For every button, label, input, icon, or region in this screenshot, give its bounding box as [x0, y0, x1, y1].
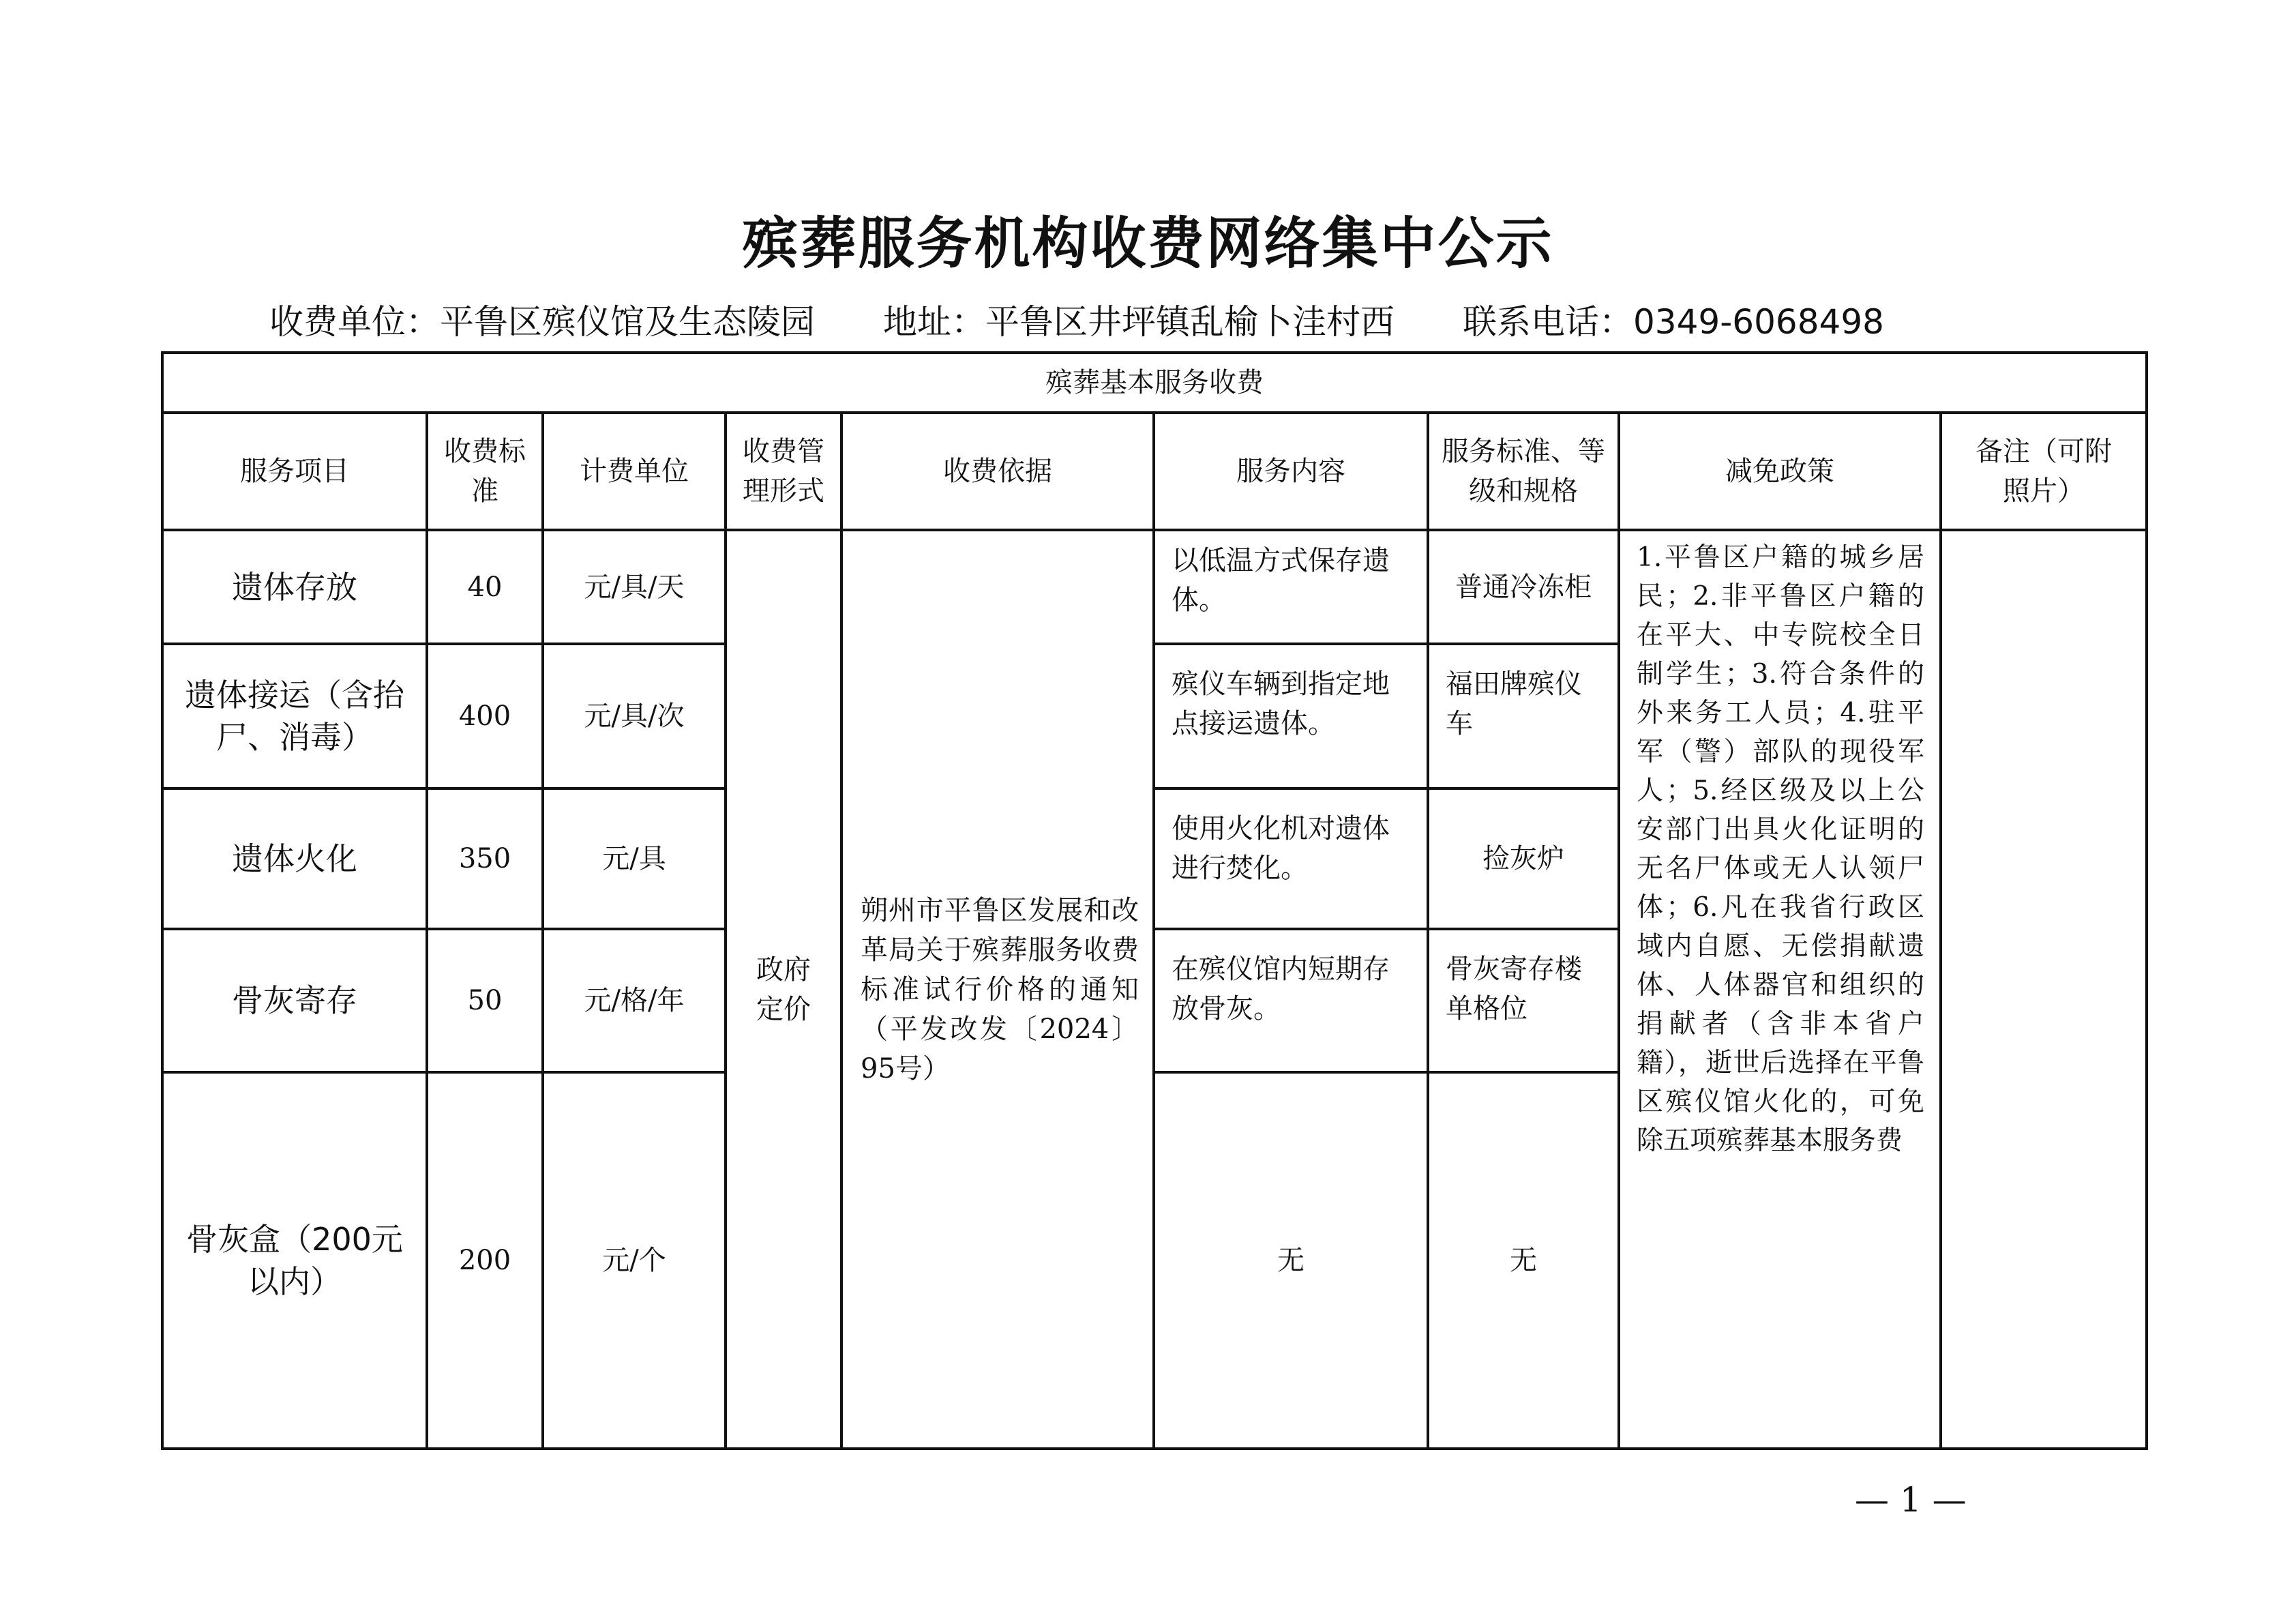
service-grade: 福田牌殡仪车	[1428, 644, 1619, 788]
service-item: 骨灰盒（200元以内）	[162, 1072, 427, 1449]
service-content: 在殡仪馆内短期存放骨灰。	[1154, 929, 1428, 1072]
header-content: 服务内容	[1154, 413, 1428, 530]
fee-standard: 50	[427, 929, 543, 1072]
fee-unit-cell: 元/具	[543, 788, 726, 929]
service-item: 骨灰寄存	[162, 929, 427, 1072]
fee-basis: 朔州市平鲁区发展和改革局关于殡葬服务收费标准试行价格的通知（平发改发〔2024〕95号）	[841, 530, 1154, 1449]
page-number: — 1 —	[1855, 1480, 1967, 1520]
header-row	[162, 413, 2147, 530]
service-grade: 骨灰寄存楼单格位	[1428, 929, 1619, 1072]
service-grade: 无	[1428, 1072, 1619, 1449]
fee-unit-cell: 元/具/次	[543, 644, 726, 788]
fee-table	[161, 351, 2148, 1450]
header-basis: 收费依据	[841, 413, 1154, 530]
service-item: 遗体存放	[162, 530, 427, 644]
address: 地址：平鲁区井坪镇乱榆卜洼村西	[883, 302, 1395, 342]
header-remark: 备注（可附照片）	[1941, 413, 2147, 530]
fee-standard: 350	[427, 788, 543, 929]
remark-cell	[1941, 530, 2147, 1449]
header-unit: 计费单位	[543, 413, 726, 530]
service-content: 以低温方式保存遗体。	[1154, 530, 1428, 644]
service-content: 使用火化机对遗体进行焚化。	[1154, 788, 1428, 929]
header-grade: 服务标准、等级和规格	[1428, 413, 1619, 530]
section-title: 殡葬基本服务收费	[162, 353, 2147, 413]
header-standard: 收费标准	[427, 413, 543, 530]
phone: 联系电话：0349-6068498	[1463, 302, 1884, 342]
service-content: 无	[1154, 1072, 1428, 1449]
fee-standard: 400	[427, 644, 543, 788]
page-title: 殡葬服务机构收费网络集中公示	[742, 211, 1554, 276]
service-grade: 普通冷冻柜	[1428, 530, 1619, 644]
fee-unit-cell: 元/格/年	[543, 929, 726, 1072]
service-item: 遗体火化	[162, 788, 427, 929]
fee-unit-cell: 元/个	[543, 1072, 726, 1449]
table-row	[162, 530, 2147, 644]
info-line	[269, 295, 1884, 344]
fee-unit: 收费单位：平鲁区殡仪馆及生态陵园	[269, 302, 815, 342]
fee-standard: 40	[427, 530, 543, 644]
service-item: 遗体接运（含抬尸、消毒）	[162, 644, 427, 788]
header-policy: 减免政策	[1619, 413, 1941, 530]
service-grade: 捡灰炉	[1428, 788, 1619, 929]
header-management: 收费管理形式	[726, 413, 841, 530]
service-content: 殡仪车辆到指定地点接运遗体。	[1154, 644, 1428, 788]
fee-standard: 200	[427, 1072, 543, 1449]
exemption-policy: 1.平鲁区户籍的城乡居民；2.非平鲁区户籍的在平大、中专院校全日制学生；3.符合条件的外来务工人员；4.驻平军（警）部队的现役军人；5.经区级及以上公安部门出具火化证明的无名尸体或无人认领尸体；6.凡在我省行政区域内自愿、无偿捐献遗体、人体器官和组织的捐献者（含非本省户籍），逝世后选择在平鲁区殡仪馆火化的，可免除五项殡葬基本服务费	[1619, 530, 1941, 1449]
header-item: 服务项目	[162, 413, 427, 530]
fee-unit-cell: 元/具/天	[543, 530, 726, 644]
management-form: 政府定价	[726, 530, 841, 1449]
